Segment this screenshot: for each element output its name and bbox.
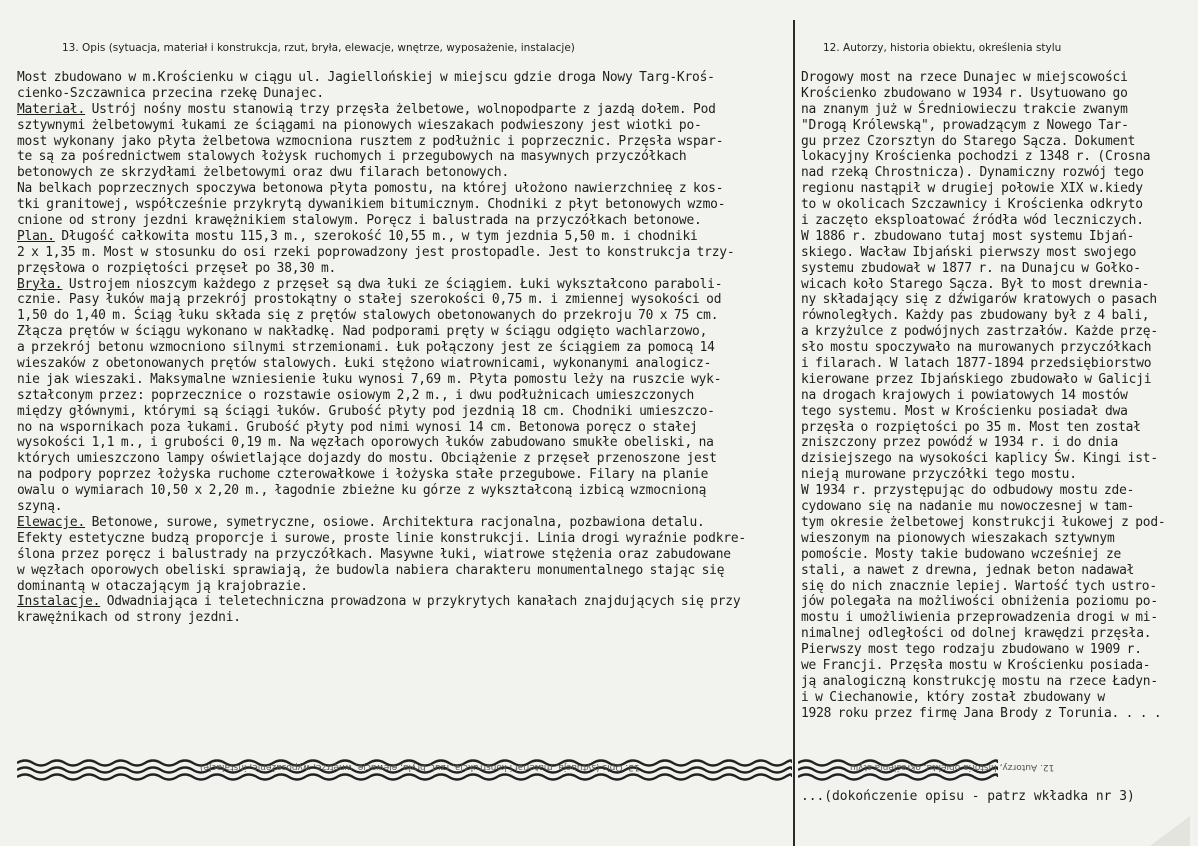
description-line xyxy=(17,372,787,388)
line-text: szyną. xyxy=(17,499,63,515)
description-line xyxy=(17,610,787,626)
description-line xyxy=(17,515,787,531)
column-divider xyxy=(793,20,795,846)
line-text: między głównymi, którymi są ściągi łuków. Grubość płyty pod jezdnią 18 cm. Chodniki umieszczo- xyxy=(17,403,715,419)
line-text: cnione od strony jezdni krawężnikiem stalowym. Poręcz i balustrada na przyczółkach betonowe. xyxy=(17,213,702,229)
history-line: a krzyżulce z podwójnych zastrzałów. Każde przę- xyxy=(801,324,1158,340)
history-line: Drogowy most na rzece Dunajec w miejscowości xyxy=(801,70,1128,85)
description-line xyxy=(17,531,787,547)
line-text: Ustrój nośny mostu stanowią trzy przęsła żelbetowe, wolnopodparte z jazdą dołem. Pod xyxy=(85,101,716,117)
history-line: nieją murowane przyczółki tego mostu. xyxy=(801,467,1077,483)
history-line: nimalnej odległości od dolnej krawędzi przęsła. xyxy=(801,626,1152,642)
description-line xyxy=(17,356,787,372)
line-text: sztywnymi żelbetowymi łukami ze ściągami na pionowych wieszakach podwieszony jest wiotki po- xyxy=(17,117,702,133)
line-text: nie jak wieszaki. Maksymalne wzniesienie łuku wynosi 7,69 m. Płyta pomostu leży na ruszcie wyk- xyxy=(17,371,722,387)
section-label: Elewacje. xyxy=(17,514,86,530)
history-line: regionu nastąpił w drugiej połowie XIX w.kiedy xyxy=(801,181,1143,197)
line-text: Betonowe, surowe, symetryczne, osiowe. Architektura racjonalna, pozbawiona detalu. xyxy=(85,514,705,530)
description-line xyxy=(17,404,787,420)
description-line xyxy=(17,594,787,610)
description-line xyxy=(17,420,787,436)
section-label: Plan. xyxy=(17,228,55,244)
description-line xyxy=(17,435,787,451)
history-line: stali, a nawet z drewna, jednak beton nadawał xyxy=(801,562,1135,578)
history-line: na drogach krajowych i powiatowych 14 mostów xyxy=(801,387,1128,403)
line-text: na podpory poprzez łożyska ruchome czterowałkowe i łożyska stałe przegubowe. Filary na planie xyxy=(17,467,709,483)
line-text: tki granitowej, współcześnie przykrytą dywanikiem bitumicznym. Chodniki z płyt betonowych wzmo- xyxy=(17,197,726,213)
history-line: się do nich znacznie lepiej. Wartość tych ustro- xyxy=(801,578,1157,594)
description-line xyxy=(17,118,787,134)
section-label: Materiał. xyxy=(17,101,86,117)
line-text: wysokości 1,1 m., i grubości 0,19 m. Na węzłach oporowych łuków zabudowano smukłe obeliski, na xyxy=(17,435,714,451)
history-line: i filarach. W latach 1877-1894 przedsiębiorstwo xyxy=(801,356,1152,372)
description-line xyxy=(17,388,787,404)
line-text: Złącza prętów w ściągu wykonano w nakładkę. Nad podporami pręty w ściągu odgięto wachlarzowo, xyxy=(17,324,708,340)
history-line: tym okresie żelbetowej konstrukcji łukowej z pod- xyxy=(801,514,1166,530)
continuation-note: ...(dokończenie opisu - patrz wkładka nr 3) xyxy=(801,789,1135,804)
history-line: Pierwszy most tego rodzaju zbudowano w 1909 r. xyxy=(801,642,1142,658)
description-line xyxy=(17,483,787,499)
section-13-header: 13. Opis (sytuacja, materiał i konstrukcja, rzut, bryła, elewacje, wnętrze, wyposażenie, instalacje) xyxy=(62,42,575,54)
history-line: mostu i umożliwienia przeprowadzenia drogi w mi- xyxy=(801,610,1158,626)
line-text: te są za pośrednictwem stalowych łożysk ruchomych i przegubowych na masywnych przyczółkach xyxy=(17,149,687,165)
history-line: W 1934 r. przystępując do odbudowy mostu zde- xyxy=(801,483,1135,499)
history-line: sło mostu spoczywało na murowanych przyczółkach xyxy=(801,340,1152,356)
description-line xyxy=(17,165,787,181)
history-line: Krościenko zbudowano w 1934 r. Usytuowano go xyxy=(801,85,1128,101)
line-text: no na wspornikach poza łukami. Grubość płyty pod nimi wynosi 14 cm. Betonowa poręcz o stałej xyxy=(17,419,698,435)
description-line xyxy=(17,261,787,277)
line-text: dominantą w otaczającym ją krajobrazie. xyxy=(17,578,308,594)
line-text: 1,50 do 1,40 m. Ściąg łuku składa się z prętów stalowych obetonowanych do przekroju 70 x 75 cm. xyxy=(17,308,719,324)
line-text: ształconym przez: poprzecznice o rozstawie osiowym 2,2 m., i dwu podłużnicach umieszczonych xyxy=(17,387,695,403)
history-line: równoległych. Każdy pas zbudowany był z 4 bali, xyxy=(801,308,1150,324)
history-line: pomoście. Mosty takie budowano wcześniej ze xyxy=(801,546,1122,562)
history-line: i zaczęto eksploatować źródła wód leczniczych. xyxy=(801,213,1144,229)
line-text: a przekrój betonu wzmocniono silnymi strzemionami. Łuk połączony jest ze ściągiem za pomocą 14 xyxy=(17,340,715,356)
line-text: Na belkach poprzecznych spoczywa betonowa płyta pomostu, na której ułożono nawierzchnieę z kos- xyxy=(17,181,724,197)
line-text: Efekty estetyczne budzą proporcje i surowe, proste linie konstrukcji. Linia drogi wyraźnie podkre- xyxy=(17,530,746,546)
line-text: krawężnikach od strony jezdni. xyxy=(17,610,241,626)
section-12-header: 12. Autorzy, historia obiektu, określenia stylu xyxy=(823,42,1062,54)
history-line: lokacyjny Krościenka pochodzi z 1348 r. (Crosna xyxy=(801,149,1151,165)
section-label: Bryła. xyxy=(17,276,63,292)
history-line: "Drogą Królewską", prowadzącym z Nowego Tar- xyxy=(801,117,1129,133)
history-line: kierowane przez Ibjańskiego zbudowało w Galicji xyxy=(801,371,1152,387)
description-line xyxy=(17,213,787,229)
description-line xyxy=(17,134,787,150)
history-line: przęsła o rozpiętości po 35 m. Most ten został xyxy=(801,419,1141,435)
description-line xyxy=(17,547,787,563)
description-line xyxy=(17,149,787,165)
line-text: owalu o wymiarach 10,50 x 2,20 m., łagodnie zbieżne ku górze z wykształconą izbicą wzmocnioną xyxy=(17,483,707,499)
history-line: na znanym już w Średniowieczu trakcie zwanym xyxy=(801,101,1128,117)
line-text: cienko-Szczawnica przecina rzekę Dunajec. xyxy=(17,85,324,101)
line-text: Odwadniająca i teletechniczna prowadzona w przykrytych kanałach znajdujących się przy xyxy=(100,594,741,610)
history-line: zniszczony przez powódź w 1934 r. i do dnia xyxy=(801,435,1119,451)
history-line: to w okolicach Szczawnicy i Krościenka odkryto xyxy=(801,197,1143,213)
description-line xyxy=(17,451,787,467)
history-line: wicach koło Starego Sącza. Był to most drewnia- xyxy=(801,276,1150,292)
history-line: nad rzeką Chrostnicza). Dynamiczny rozwój tego xyxy=(801,165,1144,181)
mirrored-header-right: 12. Autorzy, historia obiektu, określenia stylu xyxy=(850,762,1055,772)
line-text: Długość całkowita mostu 115,3 m., szerokość 10,55 m., w tym jezdnia 5,50 m. i chodniki xyxy=(54,228,698,244)
page-corner-mark xyxy=(1150,816,1190,846)
description-line xyxy=(17,324,787,340)
description-line xyxy=(17,308,787,324)
description-line xyxy=(17,277,787,293)
description-column xyxy=(17,70,787,626)
history-line: W 1886 r. zbudowano tutaj most systemu Ibjań- xyxy=(801,228,1135,244)
mirrored-header-left: 13. Opis (sytuacja, materiał i konstrukcja, rzut, bryła, elewacje, wnętrze, wyposażenie, instalacje) xyxy=(200,762,640,772)
description-line xyxy=(17,102,787,118)
history-column xyxy=(801,70,1193,722)
line-text: most wykonany jako płyta żelbetowa wzmocniona rusztem z podłużnic i poprzecznic. Przęsła wspar- xyxy=(17,133,724,149)
history-line: we Francji. Przęsła mostu w Krościenku posiada- xyxy=(801,657,1151,673)
description-line xyxy=(17,86,787,102)
history-line: skiego. Wacław Ibjański pierwszy most swojego xyxy=(801,244,1137,260)
line-text: betonowych ze skrzydłami żelbetowymi oraz dwu filarach betonowych. xyxy=(17,165,510,181)
description-line xyxy=(17,229,787,245)
history-line: dzisiejszego na wysokości kaplicy Św. Kingi ist- xyxy=(801,451,1158,467)
line-text: ślona przez poręcz i balustrady na przyczółkach. Masywne łuki, wiatrowe stężenia oraz zabudowane xyxy=(17,546,731,562)
section-label: Instalacje. xyxy=(17,594,101,610)
line-text: Most zbudowano w m.Krościenku w ciągu ul. Jagiellońskiej w miejscu gdzie droga Nowy Targ-Kroś- xyxy=(17,70,715,85)
history-line: 1928 roku przez firmę Jana Brody z Torunia. . . . xyxy=(801,705,1162,721)
history-line: tego systemu. Most w Krościenku posiadał dwa xyxy=(801,403,1128,419)
history-line: ny składający się z dźwigarów kratowych o pasach xyxy=(801,292,1157,308)
line-text: cznie. Pasy łuków mają przekrój prostokątny o stałej szerokości 0,75 m. i zmiennej wysokości od xyxy=(17,292,722,308)
line-text: 2 x 1,35 m. Most w stosunku do osi rzeki poprowadzony jest prostopadle. Jest to konstrukcja trzy- xyxy=(17,244,735,260)
description-line xyxy=(17,70,787,86)
description-line xyxy=(17,467,787,483)
history-line: wieszonym na pionowych wieszakach sztywnym xyxy=(801,530,1115,546)
history-line: systemu zbudował w 1877 r. na Dunajcu w Gołko- xyxy=(801,260,1141,276)
description-line xyxy=(17,292,787,308)
description-line xyxy=(17,181,787,197)
line-text: przęsłowa o rozpiętości przęseł po 38,30 m. xyxy=(17,260,337,276)
history-line: cydowano się na nadanie mu nowoczesnej w tam- xyxy=(801,499,1135,515)
line-text: których umieszczono lampy oświetlające dojazdy do mostu. Obciążenie z przęseł przenoszone jest xyxy=(17,451,717,467)
history-line: ją analogiczną konstrukcję mostu na rzece Ładyn- xyxy=(801,673,1158,689)
history-line: i w Ciechanowie, który został zbudowany w xyxy=(801,689,1105,705)
description-line xyxy=(17,563,787,579)
line-text: wieszaków z obetonowanych prętów stalowych. Łuki stężono wiatrownicami, wykonanymi analogicz- xyxy=(17,356,712,372)
description-line xyxy=(17,499,787,515)
description-line xyxy=(17,197,787,213)
history-line: jów polegała na możliwości obniżenia poziomu po- xyxy=(801,594,1158,610)
line-text: w węzłach oporowych obeliski sprawiają, że budowla nabiera charakteru monumentalnego stając się xyxy=(17,562,725,578)
description-line xyxy=(17,245,787,261)
description-line xyxy=(17,579,787,595)
description-line xyxy=(17,340,787,356)
history-line: gu przez Czorsztyn do Starego Sącza. Dokument xyxy=(801,133,1136,149)
line-text: Ustrojem nioszcym każdego z przęseł są dwa łuki ze ściągiem. Łuki wykształcono paraboli- xyxy=(62,276,723,292)
